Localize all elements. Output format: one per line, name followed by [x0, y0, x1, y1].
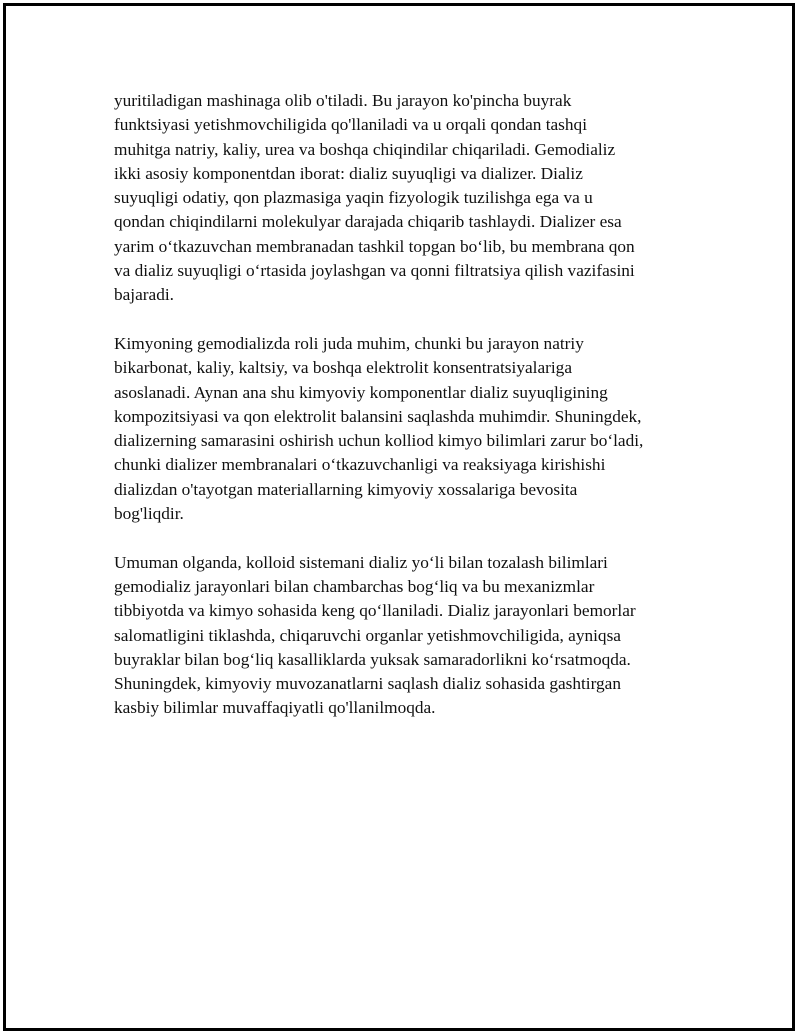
document-body	[114, 89, 694, 745]
paragraph-conclusion: Umuman olganda, kolloid sistemani dializ yo‘li bilan tozalash bilimlari gemodializ jarayonlari bilan chambarchas bog‘liq va bu mexanizmlar tibbiyotda va kimyo sohasida keng qo‘llaniladi. Dializ jarayonlari bemorlar salomatligini tiklashda, chiqaruvchi organlar yetishmovchiligida, ayniqsa buyraklar bilan bog‘liq kasalliklarda yuksak samaradorlikni ko‘rsatmoqda. Shuningdek, kimyoviy muvozanatlarni saqlash dializ sohasida gashtirgan kasbiy bilimlar muvaffaqiyatli qo'llanilmoqda.	[114, 552, 636, 718]
paragraph-dialysis-process: yuritiladigan mashinaga olib o'tiladi. Bu jarayon ko'pincha buyrak funktsiyasi yetishmovchiligida qo'llaniladi va u orqali qondan tashqi muhitga natriy, kaliy, urea va boshqa chiqindilar chiqariladi. Gemodializ ikki asosiy komponentdan iborat: dializ suyuqligi va dializer. Dializ suyuqligi odatiy, qon plazmasiga yaqin fizyologik tuzilishga ega va u qondan chiqindilarni molekulyar darajada chiqarib tashlaydi. Dializer esa yarim o‘tkazuvchan membranadan tashkil topgan bo‘lib, bu membrana qon va dializ suyuqligi o‘rtasida joylashgan va qonni filtratsiya qilish vazifasini bajaradi.	[114, 91, 635, 305]
paragraph-chemistry-role: Kimyoning gemodializda roli juda muhim, chunki bu jarayon natriy bikarbonat, kaliy, kaltsiy, va boshqa elektrolit konsentratsiyalariga asoslanadi. Aynan ana shu kimyoviy komponentlar dializ suyuqligining kompozitsiyasi va qon elektrolit balansini saqlashda muhimdir. Shuningdek, dializerning samarasini oshirish uchun kolliod kimyo bilimlari zarur bo‘ladi, chunki dializer membranalari o‘tkazuvchanligi va reaksiyaga kirishishi dializdan o'tayotgan materiallarning kimyoviy xossalariga bevosita bog'liqdir.	[114, 333, 644, 524]
